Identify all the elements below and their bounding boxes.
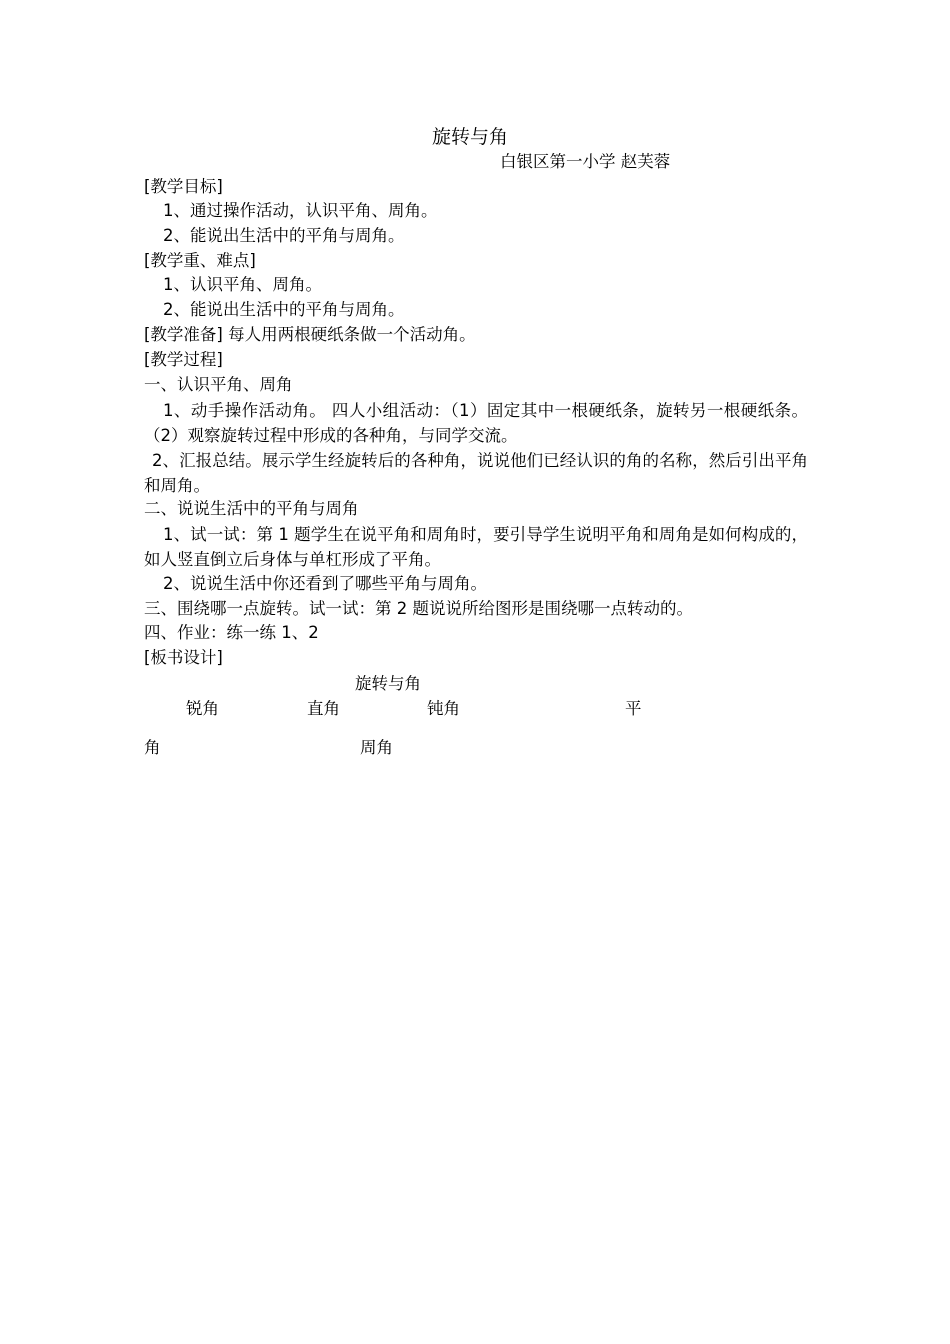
goals-heading: [教学目标] (144, 177, 223, 196)
board-acute-angle: 锐角 (186, 699, 219, 718)
section-1-item-1: 1、动手操作活动角。 四人小组活动：（1）固定其中一根硬纸条，旋转另一根硬纸条。（2）观察旋转过程中形成的各种角，与同学交流。 (144, 401, 808, 445)
keypoint-item-2: 2、能说出生活中的平角与周角。 (163, 300, 405, 319)
section-1-heading: 一、认识平角、周角 (144, 375, 293, 394)
board-heading: [板书设计] (144, 648, 223, 667)
goal-item-2: 2、能说出生活中的平角与周角。 (163, 226, 405, 245)
keypoint-item-1: 1、认识平角、周角。 (163, 275, 322, 294)
goal-item-1: 1、通过操作活动，认识平角、周角。 (163, 201, 438, 220)
board-title: 旋转与角 (355, 674, 421, 693)
board-full-angle: 周角 (360, 738, 393, 757)
board-obtuse-angle: 钝角 (427, 699, 460, 718)
section-1-item-2: 2、汇报总结。展示学生经旋转后的各种角，说说他们已经认识的角的名称，然后引出平角和周角。 (144, 451, 808, 495)
section-4-line: 四、作业：练一练 1、2 (144, 623, 319, 642)
keypoints-heading: [教学重、难点] (144, 251, 256, 270)
section-2-heading: 二、说说生活中的平角与周角 (144, 499, 359, 518)
process-heading: [教学过程] (144, 350, 223, 369)
board-straight-angle-part-1: 平 (625, 699, 642, 718)
prep-line: [教学准备] 每人用两根硬纸条做一个活动角。 (144, 325, 476, 344)
section-2-item-1: 1、试一试：第 1 题学生在说平角和周角时，要引导学生说明平角和周角是如何构成的，如人竖直倒立后身体与单杠形成了平角。 (144, 525, 808, 569)
board-right-angle: 直角 (307, 699, 340, 718)
section-3-line: 三、围绕哪一点旋转。试一试：第 2 题说说所给图形是围绕哪一点转动的。 (144, 599, 693, 618)
board-straight-angle-part-2: 角 (144, 738, 161, 757)
document-title: 旋转与角 (432, 126, 509, 148)
author-line: 白银区第一小学 赵芙蓉 (500, 152, 671, 171)
section-2-item-2: 2、说说生活中你还看到了哪些平角与周角。 (163, 574, 487, 593)
